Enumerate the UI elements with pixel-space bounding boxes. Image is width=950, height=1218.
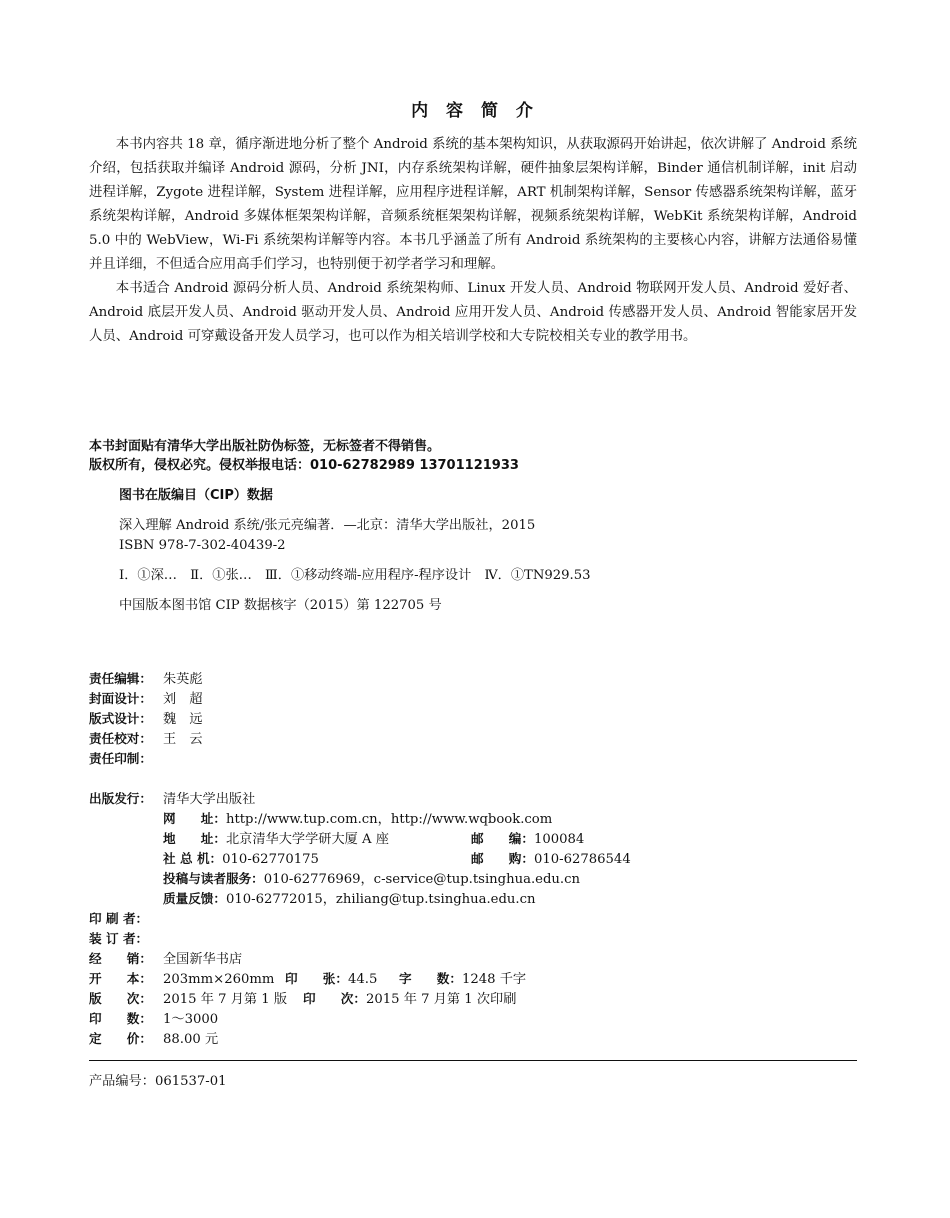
quality-feedback-label: 质量反馈：	[163, 891, 226, 906]
staff-row	[89, 749, 203, 769]
copies-value: 1～3000	[163, 1012, 219, 1027]
product-number-value: 061537-01	[154, 1074, 227, 1089]
cip-title: 图书在版编目（CIP）数据	[119, 488, 273, 503]
staff-row	[89, 729, 203, 749]
anti-counterfeit-notice: 本书封面贴有清华大学出版社防伪标签，无标签者不得销售。	[89, 439, 441, 454]
printing-label: 印 次：	[303, 991, 366, 1006]
website-value: http://www.tup.com.cn，http://www.wqbook.com	[225, 812, 553, 827]
switchboard-label: 社 总 机：	[163, 851, 223, 866]
staff-row	[89, 709, 203, 729]
distributor-label: 经 销：	[89, 951, 152, 966]
staff-label: 版式设计：	[89, 711, 152, 726]
word-count-value: 1248 千字	[461, 972, 527, 987]
staff-list	[89, 669, 203, 769]
product-number	[89, 1072, 227, 1092]
printing-value: 2015 年 7 月第 1 次印刷	[365, 992, 517, 1007]
website-label: 网 址：	[163, 811, 226, 826]
copies-row	[89, 1009, 287, 1029]
printer-row	[89, 909, 287, 929]
copyright-notice	[89, 437, 869, 475]
staff-value: 魏 远	[163, 712, 203, 727]
reader-service-label: 投稿与读者服务：	[163, 871, 264, 886]
reader-service-row	[89, 869, 580, 889]
cip-classification: Ⅰ．①深… Ⅱ．①张… Ⅲ．①移动终端-应用程序-程序设计 Ⅳ．①TN929.53	[119, 568, 591, 583]
cip-isbn: ISBN 978-7-302-40439-2	[119, 538, 286, 553]
cip-record: 深入理解 Android 系统/张元亮编著．—北京：清华大学出版社，2015	[119, 518, 536, 533]
price-row	[89, 1029, 287, 1049]
printer-label: 印 刷 者：	[89, 911, 149, 926]
divider-line	[89, 1060, 857, 1061]
sheets-value: 44.5	[347, 972, 378, 987]
format-label: 开 本：	[89, 971, 152, 986]
staff-row	[89, 669, 203, 689]
website-row	[89, 809, 553, 829]
edition-row	[89, 989, 517, 1009]
intro-paragraph-1: 本书内容共 18 章，循序渐进地分析了整个 Android 系统的基本架构知识，从获取源码开始讲起，依次讲解了 Android 系统介绍，包括获取并编译 Android 源码，分析 JNI，内存系统架构详解，硬件抽象层架构详解，Binder 通信机制详解，init 启动进程详解，Zygote 进程详解，System 进程详解，应用程序进程详解，ART 机制架构详解，Sensor 传感器系统架构详解，蓝牙系统架构详解，Android 多媒体框架架构详解，音频系统框架架构详解，视频系统架构详解，WebKit 系统架构详解，Android 5.0 中的 WebView，Wi-Fi 系统架构详解等内容。本书几乎涵盖了所有 Android 系统架构的主要核心内容，讲解方法通俗易懂并且详细，不但适合应用高手们学习，也特别便于初学者学习和理解。	[89, 137, 857, 272]
address-label: 地 址：	[163, 831, 226, 846]
switchboard-row	[89, 849, 631, 869]
quality-feedback-value: 010-62772015，zhiliang@tup.tsinghua.edu.cn	[225, 892, 536, 907]
word-count-label: 字 数：	[399, 971, 462, 986]
page-title: 内 容 简 介	[411, 101, 539, 121]
publisher-name: 清华大学出版社	[163, 792, 256, 807]
mail-order-value: 010-62786544	[533, 852, 631, 867]
postcode-label: 邮 编：	[471, 831, 534, 846]
staff-label: 责任校对：	[89, 731, 152, 746]
staff-label: 责任印制：	[89, 751, 152, 766]
reader-service-value: 010-62776969，c-service@tup.tsinghua.edu.cn	[263, 872, 580, 887]
intro-paragraph-2: 本书适合 Android 源码分析人员、Android 系统架构师、Linux 开发人员、Android 物联网开发人员、Android 爱好者、Android 底层开发人员、Android 驱动开发人员、Android 应用开发人员、Android 传感器开发人员、Android 智能家居开发人员、Android 可穿戴设备开发人员学习，也可以作为相关培训学校和大专院校相关专业的教学用书。	[89, 281, 857, 344]
distributor-value: 全国新华书店	[163, 952, 243, 967]
cip-block	[119, 486, 859, 616]
copies-label: 印 数：	[89, 1011, 152, 1026]
staff-value: 朱英彪	[163, 672, 203, 687]
price-value: 88.00 元	[163, 1032, 219, 1047]
quality-feedback-row	[89, 889, 536, 909]
mail-order-label: 邮 购：	[471, 851, 534, 866]
edition-value: 2015 年 7 月第 1 版	[163, 992, 288, 1007]
staff-label: 封面设计：	[89, 691, 152, 706]
product-number-label: 产品编号：	[89, 1074, 155, 1089]
format-row	[89, 969, 527, 989]
postcode-value: 100084	[533, 832, 585, 847]
book-introduction	[89, 133, 857, 349]
publisher-label: 出版发行：	[89, 791, 152, 806]
cip-number: 中国版本图书馆 CIP 数据核字（2015）第 122705 号	[119, 598, 442, 613]
format-value: 203mm×260mm	[163, 972, 275, 987]
staff-label: 责任编辑：	[89, 671, 152, 686]
edition-label: 版 次：	[89, 991, 152, 1006]
sheets-label: 印 张：	[285, 971, 348, 986]
price-label: 定 价：	[89, 1031, 152, 1046]
staff-row	[89, 689, 203, 709]
binder-row	[89, 929, 287, 949]
staff-value: 王 云	[163, 732, 203, 747]
piracy-report-line: 版权所有，侵权必究。侵权举报电话：010-62782989 13701121933	[89, 458, 519, 473]
staff-value: 刘 超	[163, 692, 203, 707]
publisher-info	[89, 789, 631, 1049]
distributor-row	[89, 949, 287, 969]
address-value: 北京清华大学学研大厦 A 座	[225, 832, 389, 847]
switchboard-value: 010-62770175	[222, 852, 319, 867]
publisher-row	[89, 789, 287, 809]
address-row	[89, 829, 585, 849]
binder-label: 装 订 者：	[89, 931, 149, 946]
